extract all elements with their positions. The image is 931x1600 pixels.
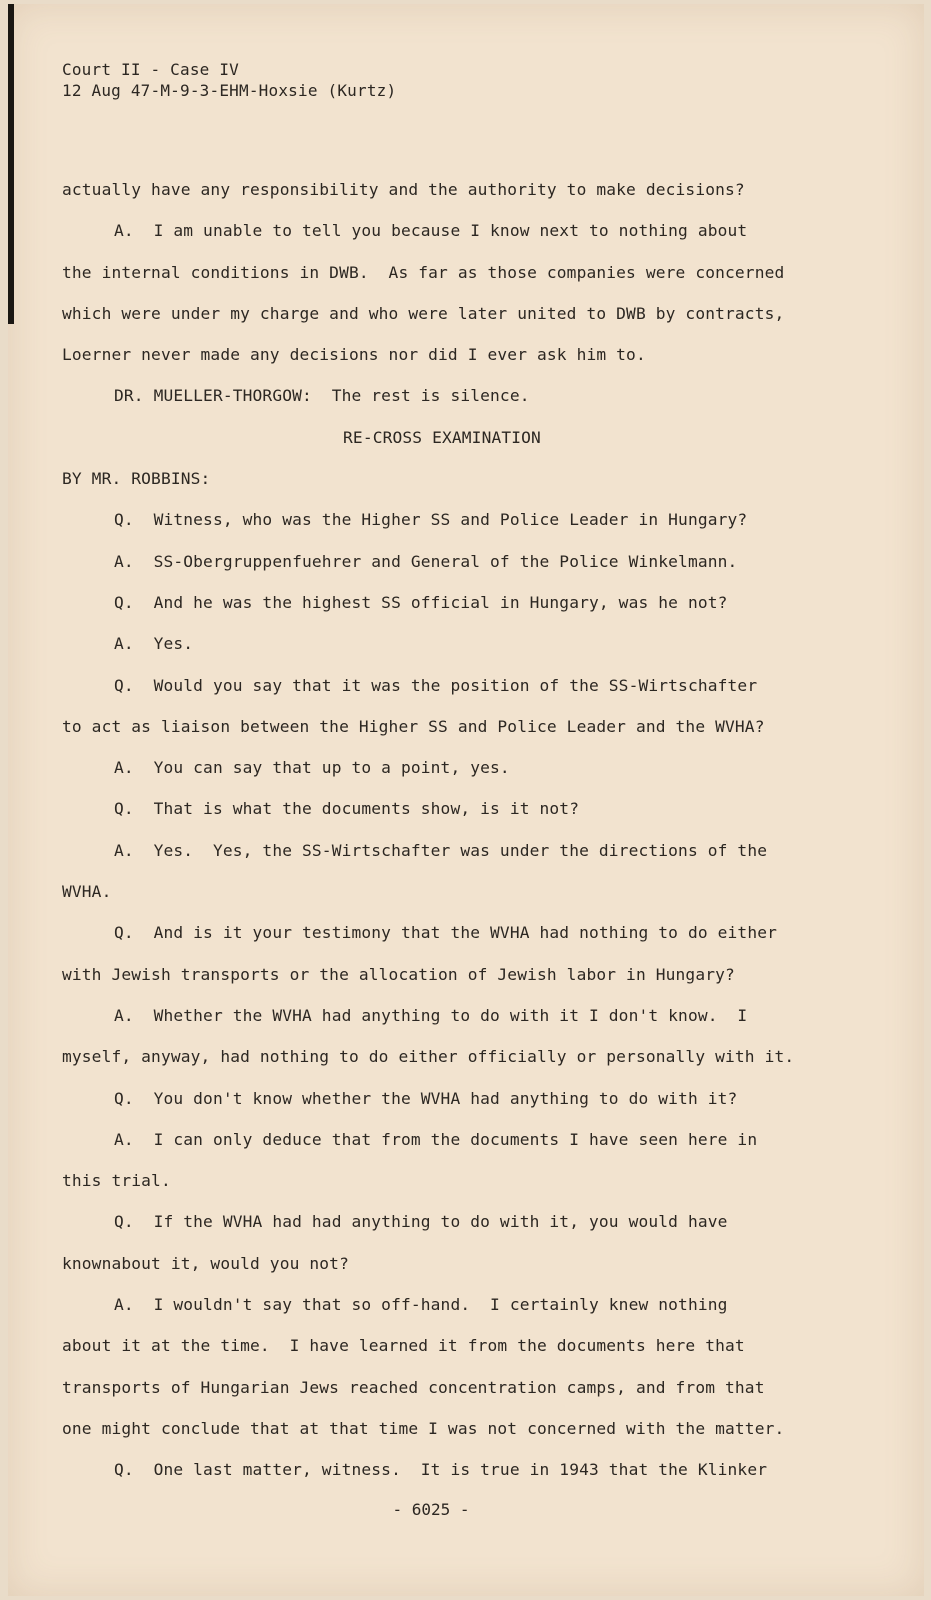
transcript-line: Q. And he was the highest SS official in Hungary, was he not? [114, 592, 728, 612]
transcript-line: Q. Witness, who was the Higher SS and Police Leader in Hungary? [114, 510, 748, 530]
transcript-line: Q. You don't know whether the WVHA had anything to do with it? [114, 1088, 738, 1108]
transcript-line: Loerner never made any decisions nor did I ever ask him to. [62, 345, 646, 365]
header-reference: 12 Aug 47-M-9-3-EHM-Hoxsie (Kurtz) [62, 81, 397, 100]
transcript-line: A. Yes. Yes, the SS-Wirtschafter was under the directions of the [114, 840, 768, 860]
transcript-line: Q. That is what the documents show, is it not? [114, 799, 580, 819]
document-page [8, 4, 924, 1596]
transcript-body [62, 180, 862, 1502]
header-case: Court II - Case IV [62, 60, 239, 79]
transcript-line: Q. And is it your testimony that the WVHA had nothing to do either [114, 923, 778, 943]
speaker-line: DR. MUELLER-THORGOW: The rest is silence. [114, 386, 530, 406]
transcript-line: knownabout it, would you not? [62, 1253, 349, 1273]
transcript-line: this trial. [62, 1171, 171, 1191]
transcript-line: WVHA. [62, 882, 112, 902]
transcript-line: Q. One last matter, witness. It is true in 1943 that the Klinker [114, 1460, 768, 1480]
transcript-line: to act as liaison between the Higher SS and Police Leader and the WVHA? [62, 716, 765, 736]
transcript-line: transports of Hungarian Jews reached concentration camps, and from that [62, 1377, 765, 1397]
transcript-line: A. I wouldn't say that so off-hand. I certainly knew nothing [114, 1295, 728, 1315]
page-number: - 6025 - [392, 1500, 470, 1519]
transcript-line: A. I am unable to tell you because I know next to nothing about [114, 221, 748, 241]
transcript-line: A. Whether the WVHA had anything to do with it I don't know. I [114, 1005, 748, 1025]
transcript-line: Q. If the WVHA had had anything to do with it, you would have [114, 1212, 728, 1232]
transcript-line: A. SS-Obergruppenfuehrer and General of the Police Winkelmann. [114, 551, 738, 571]
examiner-line: BY MR. ROBBINS: [62, 469, 211, 489]
page-edge [8, 4, 14, 324]
document-header [62, 59, 396, 101]
transcript-line: which were under my charge and who were later united to DWB by contracts, [62, 303, 785, 323]
transcript-line: myself, anyway, had nothing to do either officially or personally with it. [62, 1047, 795, 1067]
transcript-line: the internal conditions in DWB. As far as those companies were concerned [62, 262, 785, 282]
transcript-line: with Jewish transports or the allocation of Jewish labor in Hungary? [62, 964, 735, 984]
section-heading: RE-CROSS EXAMINATION [343, 427, 541, 447]
transcript-line: A. You can say that up to a point, yes. [114, 758, 510, 778]
transcript-line: one might conclude that at that time I was not concerned with the matter. [62, 1418, 785, 1438]
transcript-line: Q. Would you say that it was the position of the SS-Wirtschafter [114, 675, 758, 695]
transcript-line: about it at the time. I have learned it from the documents here that [62, 1336, 745, 1356]
transcript-line: actually have any responsibility and the authority to make decisions? [62, 180, 745, 199]
transcript-line: A. Yes. [114, 634, 194, 654]
transcript-line: A. I can only deduce that from the documents I have seen here in [114, 1129, 758, 1149]
